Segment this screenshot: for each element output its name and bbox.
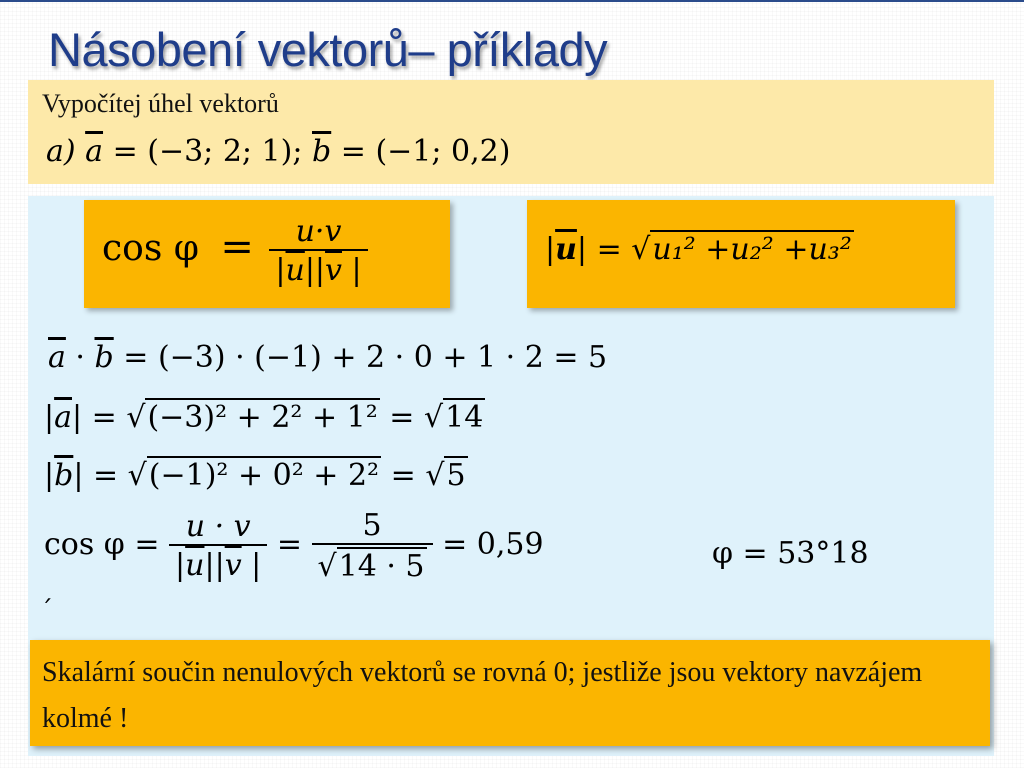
note-box xyxy=(30,640,990,746)
dot-product-result: = (−3) · (−1) + 2 · 0 + 1 · 2 = 5 xyxy=(123,340,608,375)
cos-formula-box: cos φ = $\frac{u\cdot v}{|\overline{u}||\overline{v} |}$ xyxy=(84,200,450,308)
task-prefix: a) xyxy=(46,134,76,169)
norm-formula-radicand: u₁² +u₂² +u₃² xyxy=(652,232,852,267)
cos-result-denominator: 14 · 5 xyxy=(338,549,425,584)
norm-a-radicand: (−3)² + 2² + 1² xyxy=(147,400,378,435)
cos-formula-fraction xyxy=(269,214,367,288)
cos-formula-label: cos φ xyxy=(102,228,199,269)
task-vectors: a) $\overline{a} = (-3$; 2; 1); $\overline{b} = (-1$; 0,2) xyxy=(46,134,511,169)
norm-a-result: 14 xyxy=(445,400,484,435)
cos-result-fraction: $\frac{5}{√14 \cdot 5}$ xyxy=(312,508,433,584)
norm-b-result: 5 xyxy=(446,458,466,493)
vector-b-symbol: $\overline{b}$ xyxy=(312,134,332,169)
task-instruction: Vypočítej úhel vektorů xyxy=(42,89,279,118)
vector-a-symbol: $\overline{a}$ xyxy=(85,134,104,169)
slide-title: Násobení vektorů– příklady xyxy=(48,23,608,76)
prime-mark: ´ xyxy=(40,596,53,626)
note-text: Skalární součin nenulových vektorů se rovná 0; jestliže jsou vektory navzájem kolmé ! xyxy=(42,657,923,734)
cos-result-numerator: 5 xyxy=(362,508,382,543)
dot-product-line: $\overline{a} \cdot \overline{b} = (-3) \cdot (-1) + 2 \cdot 0 + 1 \cdot 2 = 5$ xyxy=(48,340,608,375)
norm-formula-sqrt: √u₁² +u₂² +u₃² xyxy=(631,232,852,267)
top-rule xyxy=(0,0,1024,2)
norm-b-line: $|\overline{b}| = √(-1)^2 + 0^2 + 2^2 = √5$ xyxy=(44,458,466,493)
cos-formula-numerator: u·v xyxy=(295,214,342,249)
norm-a-line: $|\overline{a}| = √(-3)^2 + 2^2 + 1^2 = √14$ xyxy=(44,400,484,435)
vector-b-value: (−1; 0,2) xyxy=(375,134,511,169)
norm-b-radicand: (−1)² + 0² + 2² xyxy=(148,458,380,493)
norm-formula-label: $\overline{u}$ xyxy=(555,232,577,267)
vector-a-value: (−3; 2; 1); xyxy=(147,134,303,169)
task-panel xyxy=(28,80,994,184)
norm-formula-box: $|\overline{u}| = √u_1^2 +u_2^2 +u_3^2$ xyxy=(527,200,955,308)
phi-result: φ = 53°18 xyxy=(712,536,869,571)
cos-result-value: = 0,59 xyxy=(442,527,544,562)
cos-formula-denominator: $|\overline{u}||\overline{v}$ | xyxy=(269,249,367,288)
cos-result-line: cos φ = $\frac{u \cdot v}{|\overline{u}||\overline{v} |}$ = $\frac{5}{√14 \cdot 5}$ = 0,59 xyxy=(44,508,544,584)
